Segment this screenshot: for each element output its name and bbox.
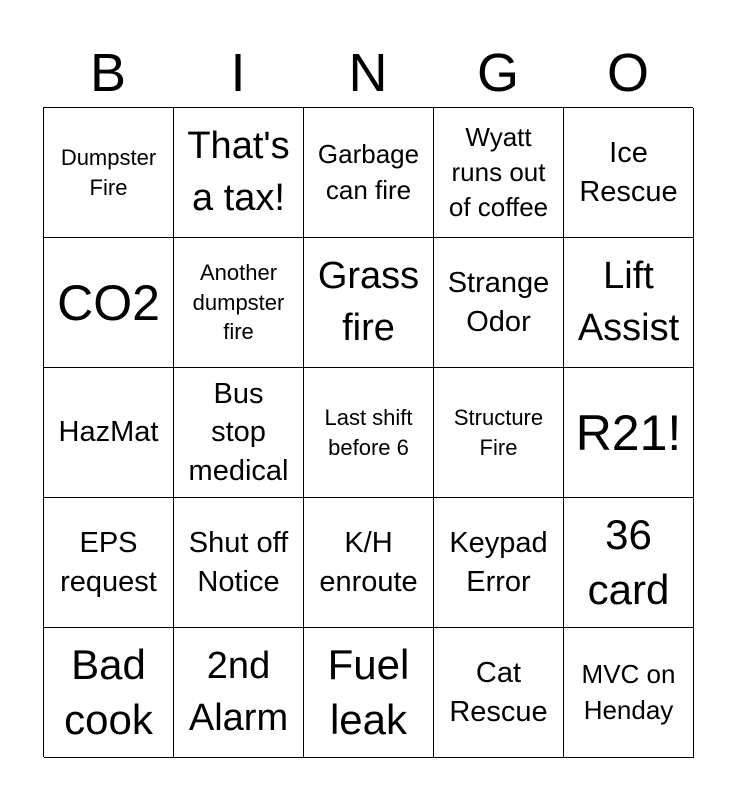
cell-label: Last shift before 6 — [324, 404, 413, 460]
cell-label: R21! — [575, 404, 682, 461]
bingo-cell[interactable] — [44, 238, 174, 368]
cell-label: Ice Rescue — [579, 136, 678, 208]
cell-label: Bus stop medical — [188, 377, 289, 487]
cell-label: 36 card — [587, 510, 670, 613]
cell-label: Shut off Notice — [188, 526, 289, 598]
bingo-cell[interactable] — [174, 238, 304, 368]
header-letter-i: I — [230, 43, 246, 103]
bingo-cell[interactable] — [174, 368, 304, 498]
bingo-cell[interactable] — [304, 108, 434, 238]
bingo-cell[interactable] — [174, 108, 304, 238]
cell-label: Another dumpster fire — [192, 259, 285, 345]
cell-label: Structure Fire — [453, 404, 544, 460]
bingo-cell[interactable] — [174, 628, 304, 758]
cell-label: Garbage can fire — [317, 139, 420, 205]
bingo-cell[interactable] — [44, 108, 174, 238]
bingo-cell[interactable] — [44, 628, 174, 758]
bingo-cell[interactable] — [564, 368, 694, 498]
bingo-cell[interactable] — [304, 368, 434, 498]
bingo-cell[interactable] — [174, 498, 304, 628]
cell-label: Bad cook — [64, 640, 153, 743]
cell-label: Strange Odor — [447, 266, 550, 338]
bingo-cell[interactable] — [434, 628, 564, 758]
cell-label: Lift Assist — [577, 255, 680, 349]
bingo-cell[interactable] — [564, 628, 694, 758]
bingo-board — [43, 107, 693, 757]
cell-label: Dumpster Fire — [60, 144, 157, 200]
cell-label: K/H enroute — [319, 526, 418, 598]
bingo-cell[interactable] — [434, 368, 564, 498]
bingo-cell[interactable] — [434, 108, 564, 238]
header-letter-o: O — [606, 43, 649, 103]
cell-label: CO2 — [57, 274, 160, 331]
header-letter-g: G — [476, 43, 519, 103]
cell-label: That's a tax! — [187, 125, 290, 219]
bingo-cell[interactable] — [564, 238, 694, 368]
bingo-cell[interactable] — [44, 368, 174, 498]
bingo-cell[interactable] — [434, 238, 564, 368]
bingo-cell[interactable] — [564, 498, 694, 628]
cell-label: 2nd Alarm — [188, 645, 289, 739]
cell-label: HazMat — [58, 416, 159, 449]
bingo-cell[interactable] — [304, 238, 434, 368]
cell-label: Fuel leak — [327, 640, 410, 743]
header-letter-b: B — [89, 43, 127, 103]
cell-label: Cat Rescue — [449, 656, 548, 728]
bingo-cell[interactable] — [564, 108, 694, 238]
cell-label: EPS request — [60, 526, 157, 598]
bingo-header — [43, 38, 693, 108]
cell-label: Keypad Error — [449, 526, 548, 598]
cell-label: Wyatt runs out of coffee — [448, 121, 549, 223]
bingo-cell[interactable] — [44, 498, 174, 628]
cell-label: Grass fire — [317, 255, 420, 349]
bingo-cell[interactable] — [304, 498, 434, 628]
header-letter-n: N — [348, 43, 388, 103]
bingo-cell[interactable] — [304, 628, 434, 758]
cell-label: MVC on Henday — [581, 659, 676, 725]
bingo-cell[interactable] — [434, 498, 564, 628]
